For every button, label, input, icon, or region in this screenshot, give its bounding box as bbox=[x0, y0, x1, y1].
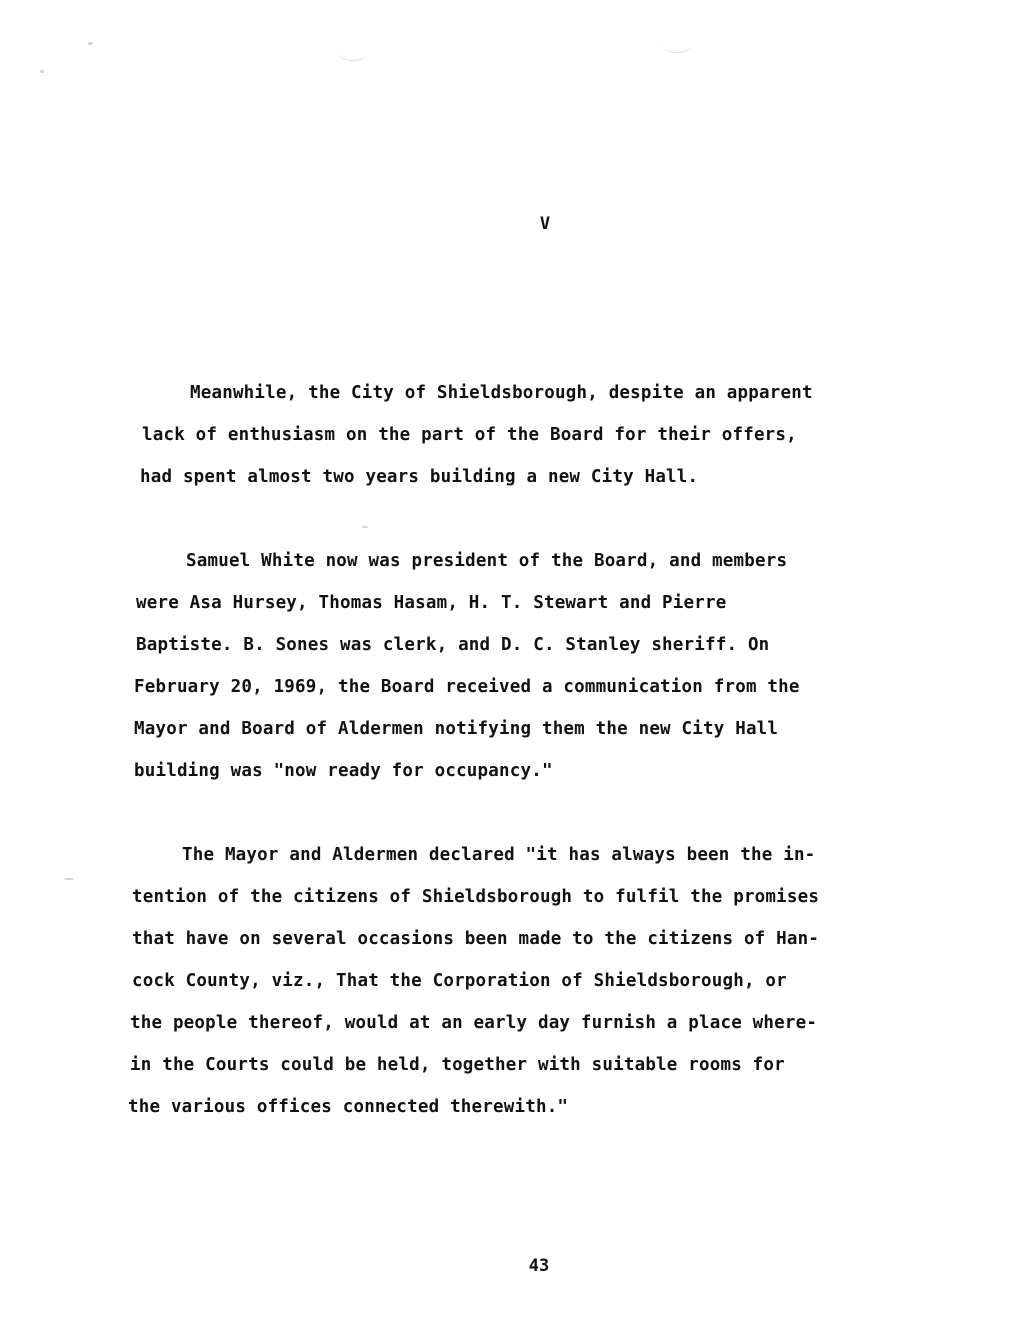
paper-speck bbox=[88, 42, 93, 45]
chapter-heading: V bbox=[539, 214, 551, 234]
paper-speck bbox=[40, 70, 44, 73]
paper-speck bbox=[362, 526, 368, 528]
paragraph-3-line-2: tention of the citizens of Shieldsborough to fulfil the promises bbox=[132, 887, 820, 907]
page-number: 43 bbox=[528, 1256, 550, 1276]
paper-speck bbox=[64, 878, 74, 880]
paragraph-2-line-2: were Asa Hursey, Thomas Hasam, H. T. Stewart and Pierre bbox=[136, 593, 727, 613]
paragraph-1-line-2: lack of enthusiasm on the part of the Board for their offers, bbox=[142, 425, 797, 445]
paragraph-3-line-4: cock County, viz., That the Corporation of Shieldsborough, or bbox=[132, 971, 787, 991]
paragraph-2-line-3: Baptiste. B. Sones was clerk, and D. C. Stanley sheriff. On bbox=[136, 635, 770, 655]
paragraph-3-line-6: in the Courts could be held, together with suitable rooms for bbox=[130, 1055, 785, 1075]
paragraph-3-line-3: that have on several occasions been made to the citizens of Han- bbox=[132, 929, 820, 949]
paragraph-3-line-7: the various offices connected therewith." bbox=[128, 1097, 569, 1117]
paragraph-1-line-3: had spent almost two years building a new City Hall. bbox=[140, 467, 699, 487]
paragraph-2-line-6: building was "now ready for occupancy." bbox=[134, 761, 553, 781]
paragraph-2-line-5: Mayor and Board of Aldermen notifying them the new City Hall bbox=[134, 719, 779, 739]
punch-hole-mark bbox=[338, 44, 368, 61]
paragraph-2-line-1: Samuel White now was president of the Board, and members bbox=[186, 551, 788, 571]
paragraph-1-line-1: Meanwhile, the City of Shieldsborough, despite an apparent bbox=[190, 383, 813, 403]
paragraph-2-line-4: February 20, 1969, the Board received a communication from the bbox=[134, 677, 800, 697]
paragraph-3-line-5: the people thereof, would at an early day furnish a place where- bbox=[130, 1013, 818, 1033]
punch-hole-mark bbox=[662, 36, 692, 53]
paragraph-3-line-1: The Mayor and Aldermen declared "it has always been the in- bbox=[182, 845, 816, 865]
